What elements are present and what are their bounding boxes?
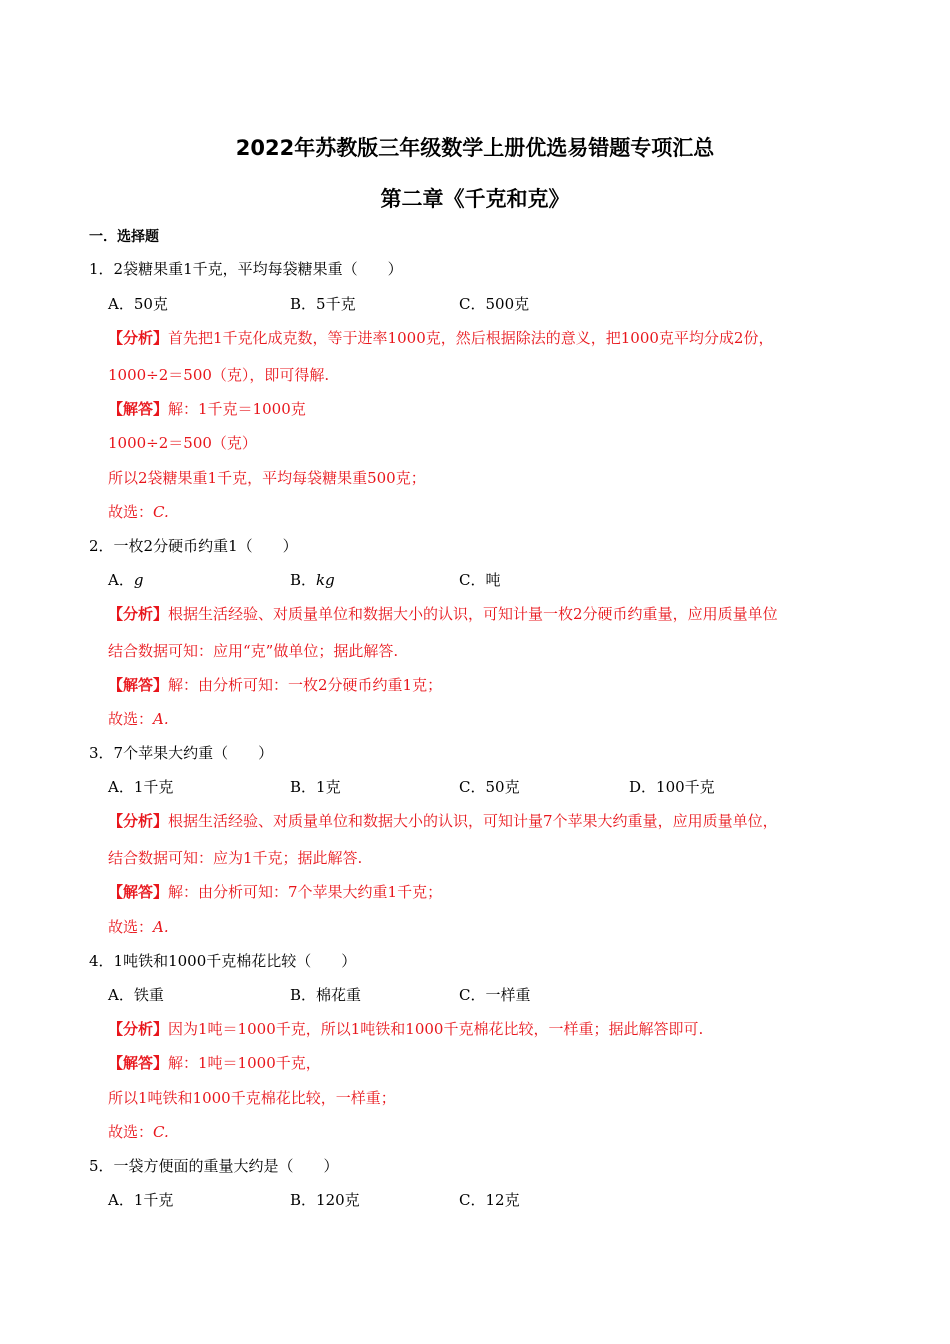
question-2-option-a: A．g: [108, 571, 144, 589]
question-2-option-b: B．kg: [290, 571, 335, 589]
question-5-option-a: A．1千克: [108, 1191, 174, 1209]
question-1-stem: 1．2袋糖果重1千克，平均每袋糖果重（ ）: [89, 260, 403, 278]
question-1-answer: 【解答】解：1千克＝1000克: [108, 400, 306, 418]
question-2-answer: 【解答】解：由分析可知：一枚2分硬币约重1克；: [108, 676, 443, 694]
question-3-analysis-cont: 结合数据可知：应为1千克；据此解答.: [108, 849, 363, 867]
question-4-option-a: A．铁重: [108, 986, 164, 1004]
question-2-choice: 故选：A.: [108, 710, 169, 728]
question-4-answer: 【解答】解：1吨＝1000千克，: [108, 1054, 321, 1072]
question-4-stem: 4．1吨铁和1000千克棉花比较（ ）: [89, 952, 357, 970]
question-5-option-c: C．12克: [459, 1191, 520, 1209]
question-2-option-c: C．吨: [459, 571, 501, 589]
question-1-answer-line-3: 所以2袋糖果重1千克，平均每袋糖果重500克；: [108, 469, 426, 487]
question-3-option-c: C．50克: [459, 778, 520, 796]
question-2-analysis: 【分析】根据生活经验、对质量单位和数据大小的认识，可知计量一枚2分硬币约重量，应用质量单位: [108, 605, 778, 623]
question-4-answer-line-2: 所以1吨铁和1000千克棉花比较，一样重；: [108, 1089, 396, 1107]
chapter-title: 第二章《千克和克》: [380, 187, 570, 211]
question-1-analysis: 【分析】首先把1千克化成克数，等于进率1000克，然后根据除法的意义，把1000克平均分成2份，: [108, 329, 774, 347]
question-1-choice: 故选：C.: [108, 503, 169, 521]
question-5-option-b: B．120克: [290, 1191, 360, 1209]
document-title: 2022年苏教版三年级数学上册优选易错题专项汇总: [235, 136, 715, 160]
question-5-stem: 5．一袋方便面的重量大约是（ ）: [89, 1157, 339, 1175]
question-3-choice: 故选：A.: [108, 918, 169, 936]
question-3-analysis: 【分析】根据生活经验、对质量单位和数据大小的认识，可知计量7个苹果大约重量，应用质量单位，: [108, 812, 778, 830]
question-1-option-b: B．5千克: [290, 295, 356, 313]
question-1-analysis-cont: 1000÷2＝500（克），即可得解.: [108, 366, 330, 384]
question-3-option-b: B．1克: [290, 778, 341, 796]
question-4-analysis: 【分析】因为1吨＝1000千克，所以1吨铁和1000千克棉花比较，一样重；据此解答即可.: [108, 1020, 704, 1038]
question-2-stem: 2．一枚2分硬币约重1（ ）: [89, 537, 298, 555]
question-4-option-b: B．棉花重: [290, 986, 362, 1004]
question-1-answer-line-2: 1000÷2＝500（克）: [108, 434, 257, 452]
question-3-stem: 3．7个苹果大约重（ ）: [89, 744, 274, 762]
section-heading: 一．选择题: [89, 229, 159, 245]
question-3-option-d: D．100千克: [629, 778, 715, 796]
question-4-option-c: C．一样重: [459, 986, 531, 1004]
question-3-option-a: A．1千克: [108, 778, 174, 796]
question-1-option-a: A．50克: [108, 295, 168, 313]
question-4-choice: 故选：C.: [108, 1123, 169, 1141]
question-1-option-c: C．500克: [459, 295, 530, 313]
question-2-analysis-cont: 结合数据可知：应用“克”做单位；据此解答.: [108, 642, 399, 660]
question-3-answer: 【解答】解：由分析可知：7个苹果大约重1千克；: [108, 883, 443, 901]
